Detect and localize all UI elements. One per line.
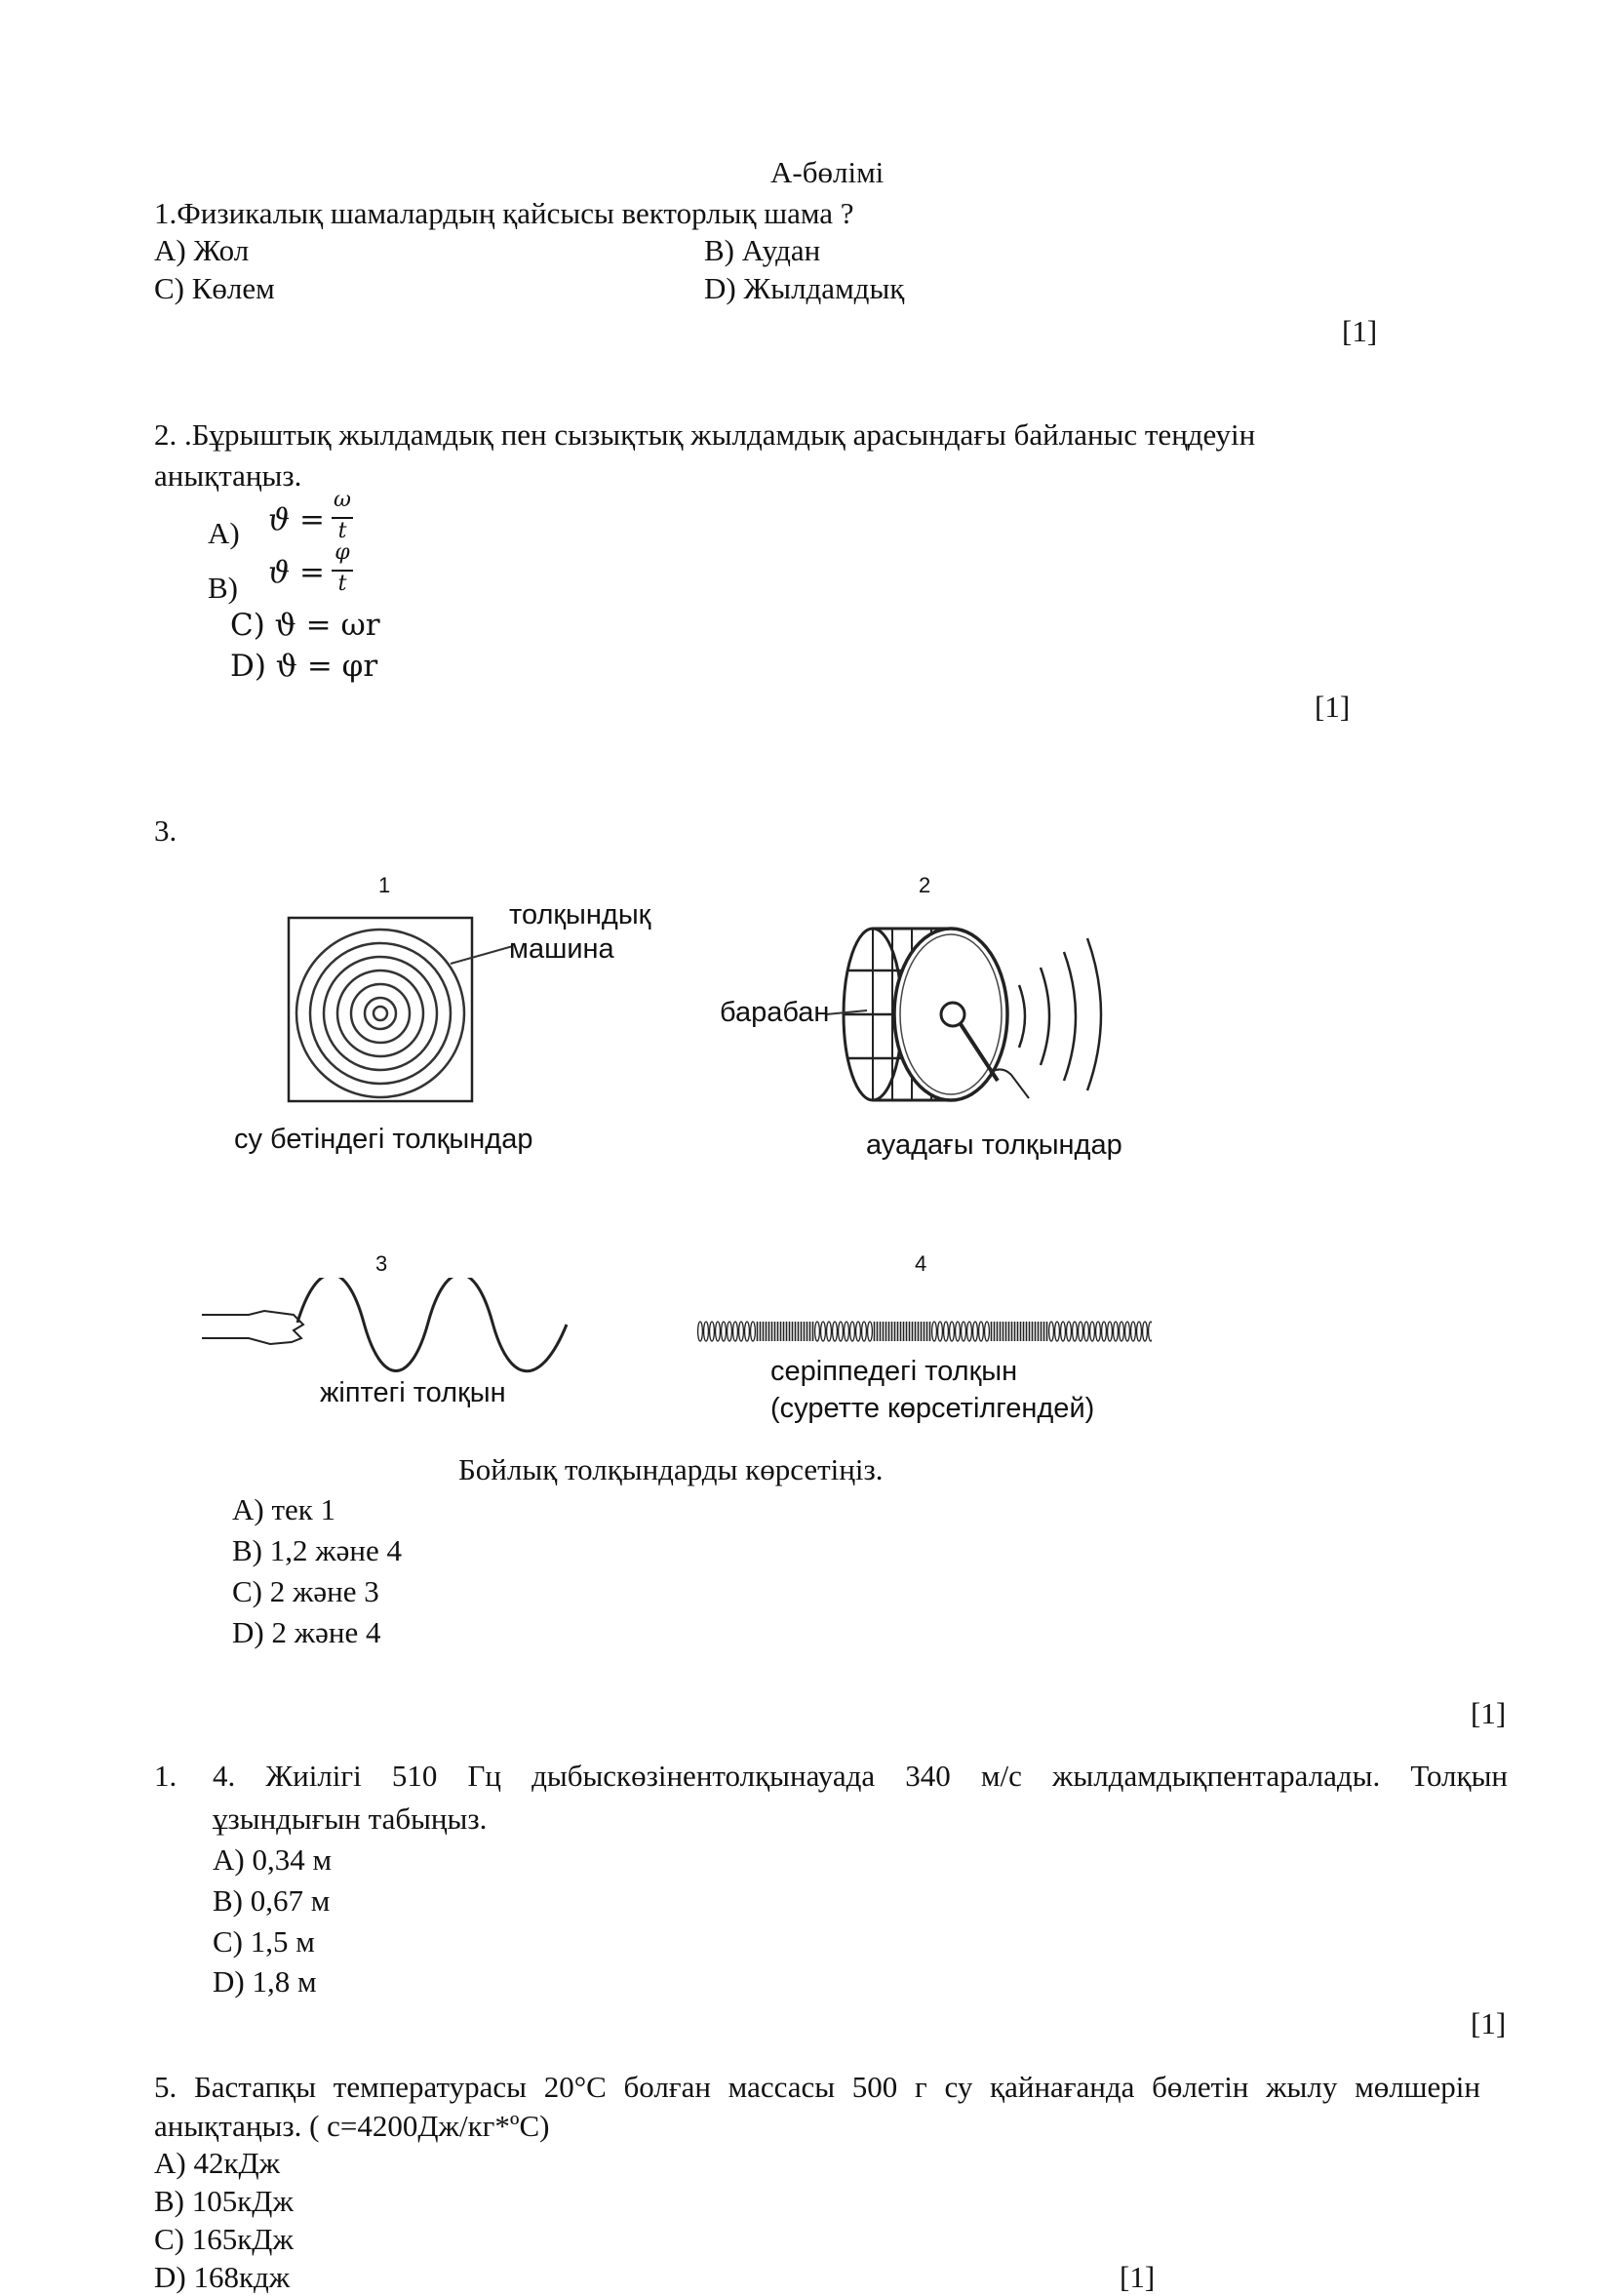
q1-option-c: C) Көлем: [154, 271, 275, 305]
q3-score: [1]: [1471, 1696, 1507, 1730]
fig2-label-pointer: [824, 1001, 871, 1020]
q5-text-line2: анықтаңыз. ( с=4200Дж/кг*ºС): [154, 2109, 550, 2143]
q5-score: [1]: [1120, 2260, 1156, 2294]
q2-option-a-denominator: t: [337, 519, 347, 543]
q4-option-c: C) 1,5 м: [213, 1924, 315, 1959]
q3-option-b: B) 1,2 және 4: [232, 1533, 403, 1567]
drum-figure: [834, 917, 1117, 1112]
q5-option-c: C) 165кДж: [154, 2222, 294, 2256]
rope-wave-figure: [200, 1278, 575, 1375]
q4-list-number: 1.: [154, 1759, 177, 1793]
fig1-number: 1: [378, 873, 391, 897]
q1-option-d: D) Жылдамдық: [704, 271, 905, 305]
q1-text: 1.Физикалық шамалардың қайсысы векторлық шама ?: [154, 196, 854, 230]
q3-option-c: C) 2 және 3: [232, 1574, 379, 1608]
q1-score: [1]: [1342, 314, 1378, 348]
q1-option-a: A) Жол: [154, 233, 250, 267]
q2-text-line1: 2. .Бұрыштық жылдамдық пен сызықтық жылдамдық арасындағы байланыс теңдеуін: [154, 417, 1256, 452]
fig2-number: 2: [919, 873, 931, 897]
fig1-label-pointer: [449, 927, 517, 966]
q4-option-b: B) 0,67 м: [213, 1883, 331, 1918]
q5-option-d: D) 168кдж: [154, 2260, 291, 2294]
q2-option-a-numerator: ω: [334, 488, 351, 512]
q4-text-line2: ұзындығын табыңыз.: [213, 1801, 488, 1836]
q2-option-a-label: A): [208, 516, 240, 550]
q2-option-b-lhs: ϑ =: [268, 555, 325, 590]
fig2-caption: ауадағы толқындар: [866, 1129, 1122, 1161]
q4-option-a: A) 0,34 м: [213, 1842, 333, 1877]
fig3-caption: жіптегі толқын: [320, 1377, 506, 1408]
q2-option-d: D) ϑ = φr: [230, 649, 378, 684]
fig4-caption-line1: серіппедегі толқын: [770, 1356, 1018, 1387]
fig1-label-line2: машина: [509, 933, 614, 965]
section-title: А-бөлімі: [770, 155, 885, 189]
q3-number: 3.: [154, 813, 177, 848]
q1-option-b: B) Аудан: [704, 233, 821, 267]
q2-option-a-lhs: ϑ =: [268, 502, 325, 537]
q3-option-a: A) тек 1: [232, 1492, 336, 1526]
fig3-number: 3: [375, 1251, 388, 1276]
q2-option-b-label: B): [208, 571, 238, 605]
q2-score: [1]: [1315, 690, 1351, 724]
q3-question: Бойлық толқындарды көрсетіңіз.: [458, 1452, 884, 1486]
fig1-caption: су бетіндегі толқындар: [234, 1124, 533, 1155]
fig2-label: барабан: [720, 997, 830, 1028]
q2-option-b-denominator: t: [337, 572, 347, 596]
q5-option-b: B) 105кДж: [154, 2184, 294, 2218]
q5-option-a: A) 42кДж: [154, 2146, 281, 2180]
q5-text-line1: 5. Бастапқы температурасы 20°С болған массасы 500 г су қайнағанда бөлетін жылу мөлшерін: [154, 2070, 1480, 2104]
fig1-label-line1: толқындық: [509, 899, 651, 930]
fig4-caption-line2: (суретте көрсетілгендей): [770, 1393, 1095, 1424]
spring-wave-figure: [697, 1317, 1156, 1346]
q4-score: [1]: [1471, 2006, 1507, 2040]
q2-text-line2: анықтаңыз.: [154, 458, 302, 493]
q4-text-line1: 4. Жиілігі 510 Гц дыбыскөзінентолқынауада 340 м/с жылдамдықпентаралады. Толқын: [213, 1759, 1508, 1793]
q4-option-d: D) 1,8 м: [213, 1964, 317, 1999]
fig4-number: 4: [915, 1251, 927, 1276]
q3-option-d: D) 2 және 4: [232, 1615, 381, 1649]
q2-option-b-numerator: φ: [334, 540, 350, 565]
q2-option-c: C) ϑ = ωr: [230, 608, 380, 643]
